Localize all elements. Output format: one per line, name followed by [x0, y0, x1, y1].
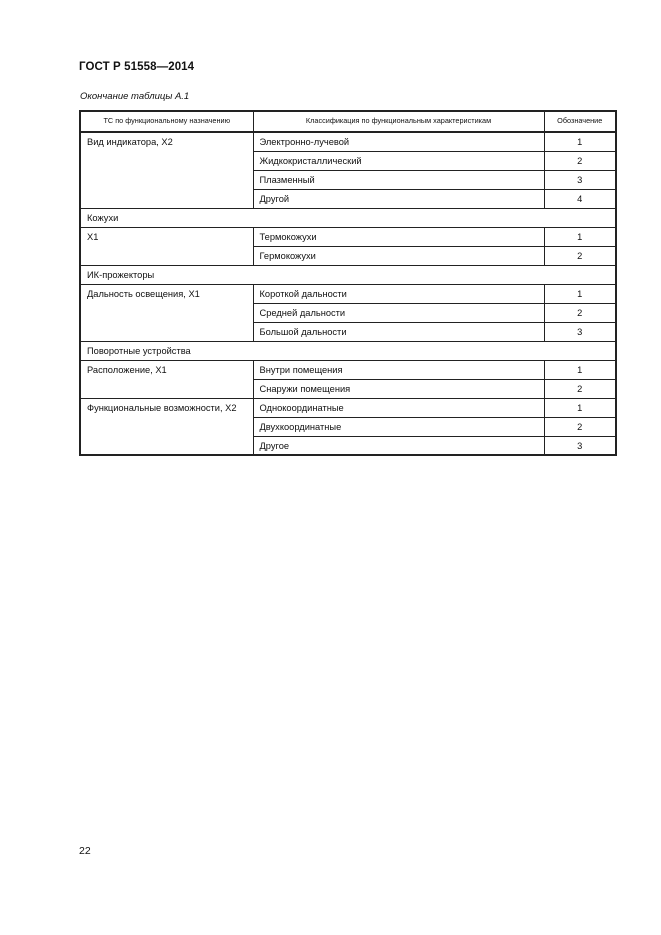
classification-cell: Плазменный	[253, 170, 544, 189]
group-label: Вид индикатора, Х2	[80, 132, 253, 208]
classification-cell: Жидкокристаллический	[253, 151, 544, 170]
group-label: Х1	[80, 227, 253, 265]
section-heading: Кожухи	[80, 208, 616, 227]
classification-cell: Гермокожухи	[253, 246, 544, 265]
code-cell: 3	[544, 322, 616, 341]
group-label: Функциональные возможности, Х2	[80, 398, 253, 455]
classification-table	[79, 110, 617, 456]
document-standard-title: ГОСТ Р 51558—2014	[79, 61, 195, 73]
header-classification: Классификация по функциональным характеристикам	[253, 111, 544, 132]
code-cell: 1	[544, 284, 616, 303]
classification-cell: Большой дальности	[253, 322, 544, 341]
header-designation: Обозначение	[544, 111, 616, 132]
group-label: Расположение, Х1	[80, 360, 253, 398]
section-heading: Поворотные устройства	[80, 341, 616, 360]
code-cell: 3	[544, 170, 616, 189]
table-row	[80, 132, 616, 151]
table-caption: Окончание таблицы А.1	[80, 91, 190, 102]
classification-cell: Однокоординатные	[253, 398, 544, 417]
classification-cell: Другой	[253, 189, 544, 208]
code-cell: 1	[544, 398, 616, 417]
code-cell: 1	[544, 132, 616, 151]
code-cell: 4	[544, 189, 616, 208]
code-cell: 2	[544, 417, 616, 436]
code-cell: 1	[544, 227, 616, 246]
classification-cell: Снаружи помещения	[253, 379, 544, 398]
classification-cell: Внутри помещения	[253, 360, 544, 379]
code-cell: 3	[544, 436, 616, 455]
group-label: Дальность освещения, Х1	[80, 284, 253, 341]
page-number: 22	[79, 845, 91, 857]
classification-cell: Термокожухи	[253, 227, 544, 246]
section-heading: ИК-прожекторы	[80, 265, 616, 284]
classification-cell: Электронно-лучевой	[253, 132, 544, 151]
section-row	[80, 265, 616, 284]
table-row	[80, 227, 616, 246]
table-row	[80, 360, 616, 379]
classification-cell: Двухкоординатные	[253, 417, 544, 436]
code-cell: 2	[544, 303, 616, 322]
section-row	[80, 208, 616, 227]
code-cell: 1	[544, 360, 616, 379]
classification-cell: Средней дальности	[253, 303, 544, 322]
code-cell: 2	[544, 379, 616, 398]
header-purpose: ТС по функциональному назначению	[80, 111, 253, 132]
table-row	[80, 284, 616, 303]
section-row	[80, 341, 616, 360]
code-cell: 2	[544, 246, 616, 265]
table-header-row	[80, 111, 616, 132]
classification-cell: Короткой дальности	[253, 284, 544, 303]
code-cell: 2	[544, 151, 616, 170]
classification-cell: Другое	[253, 436, 544, 455]
table-row	[80, 398, 616, 417]
